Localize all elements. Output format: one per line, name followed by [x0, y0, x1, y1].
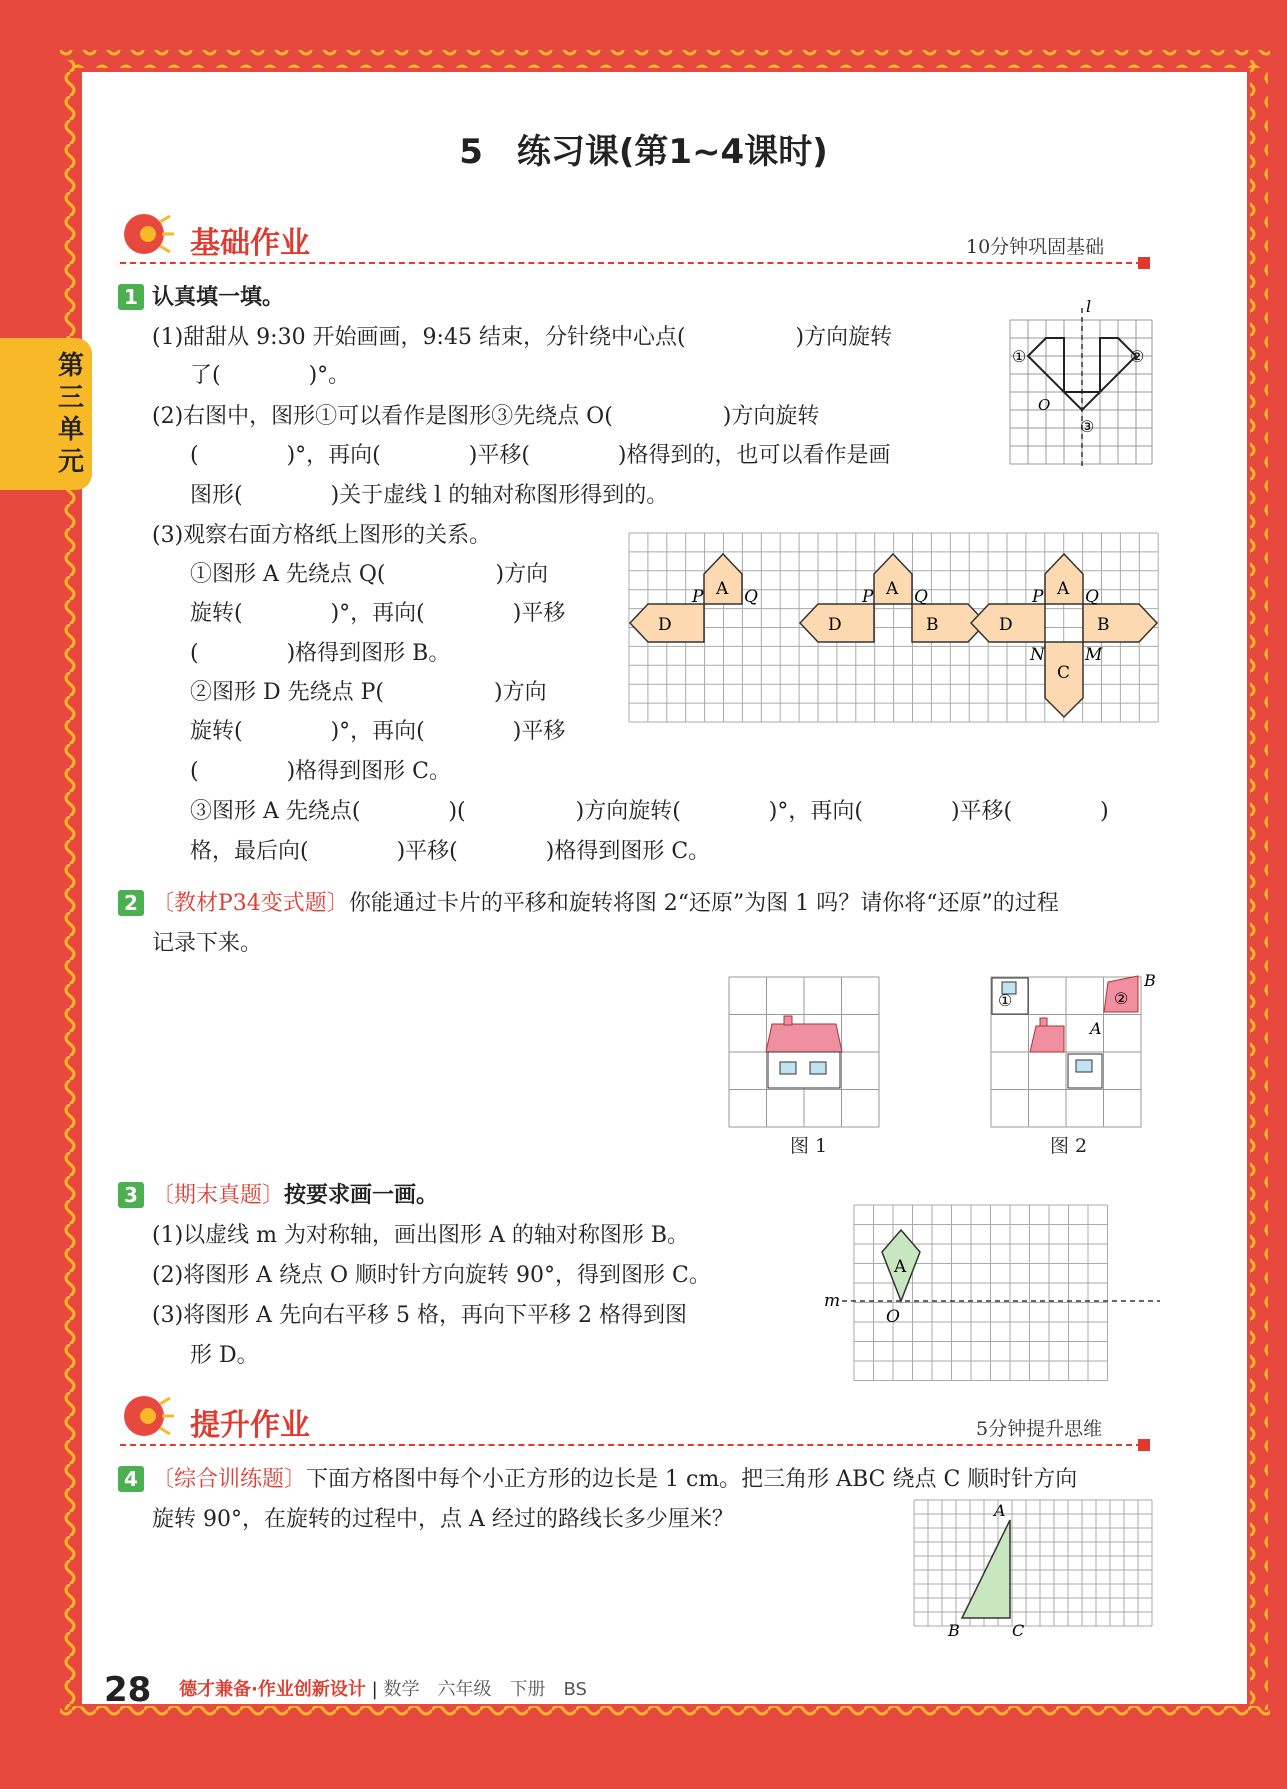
question-number-3: 3 [118, 1182, 144, 1208]
q1-p2-line1: (2)右图中，图形①可以看作是图形③先绕点 O( )方向旋转 [152, 404, 820, 429]
label-a-1: A [716, 579, 729, 599]
q1-p3-a2: 旋转( )°，再向( )平移 [190, 601, 566, 626]
q3-heading: 按要求画一画。 [284, 1183, 439, 1208]
label-a-3: A [1057, 579, 1070, 599]
q1-p3-b3: ( )格得到图形 C。 [190, 759, 451, 784]
q2-source: 〔教材P34变式题〕 [152, 891, 349, 916]
q1-symmetry-figure [1000, 298, 1160, 470]
label-q-3: Q [1085, 587, 1099, 607]
q1-rotation-figure [628, 532, 1160, 724]
q1-p3-a1: ①图形 A 先绕点 Q( )方向 [190, 562, 549, 587]
footer-subject: 数学 六年级 下册 BS [383, 1679, 587, 1700]
page-number: 28 [104, 1670, 152, 1710]
q1-p3-c1: ③图形 A 先绕点( )( )方向旋转( )°，再向( )平移( ) [190, 799, 1109, 824]
q1-p2-line3: 图形( )关于虚线 l 的轴对称图形得到的。 [190, 483, 669, 508]
label-d-1: D [658, 615, 672, 635]
label-b-3: B [1097, 615, 1110, 635]
label-a: A [894, 1257, 907, 1277]
unit-tab-label: 第三单元 [57, 351, 84, 477]
label-n-3: N [1030, 645, 1045, 665]
q3-line4: 形 D。 [190, 1343, 259, 1368]
q3-source: 〔期末真题〕 [152, 1183, 285, 1208]
q3-heading-line [152, 1182, 438, 1210]
section-divider-end [1138, 1439, 1150, 1451]
q4-line1-text: 下面方格图中每个小正方形的边长是 1 cm。把三角形 ABC 绕点 C 顺时针方向 [306, 1467, 1078, 1492]
section-divider-end [1138, 257, 1150, 269]
section-divider [120, 262, 1142, 264]
label-b: B [948, 1621, 960, 1640]
label-p-1: P [692, 587, 704, 607]
section-tag-basic: 10分钟巩固基础 [966, 236, 1105, 258]
bulb-icon [118, 208, 178, 260]
section-tag-advanced: 5分钟提升思维 [976, 1418, 1103, 1440]
label-m: m [824, 1291, 841, 1311]
q2-figure-1 [728, 976, 882, 1130]
q2-figure-2-caption: 图 2 [1050, 1135, 1088, 1157]
label-p-2: P [862, 587, 874, 607]
q1-p3-c2: 格，最后向( )平移( )格得到图形 C。 [190, 839, 711, 864]
footer-separator: | [371, 1679, 378, 1700]
label-circle-2: ② [1130, 347, 1145, 366]
q1-p1-line1: (1)甜甜从 9:30 开始画画，9:45 结束，分针绕中心点( )方向旋转 [152, 325, 893, 350]
q3-line3: (3)将图形 A 先向右平移 5 格，再向下平移 2 格得到图 [152, 1303, 688, 1328]
label-a-2: A [886, 579, 899, 599]
q1-p3-line1: (3)观察右面方格纸上图形的关系。 [152, 523, 492, 548]
q1-p1-line2: 了( )°。 [190, 363, 351, 388]
q1-p2-line2: ( )°，再向( )平移( )格得到的，也可以看作是画 [190, 443, 891, 468]
q4-line1 [152, 1466, 1077, 1494]
bulb-icon [118, 1390, 178, 1442]
page-footer [104, 1670, 587, 1710]
q2-line1 [152, 890, 1059, 918]
q2-line2: 记录下来。 [152, 931, 263, 956]
q1-p3-a3: ( )格得到图形 B。 [190, 641, 451, 666]
label-o: O [886, 1307, 900, 1327]
label-q-1: Q [744, 587, 758, 607]
label-c-3: C [1057, 663, 1071, 683]
section-title-basic: 基础作业 [190, 226, 310, 261]
label-circle-1: ① [1012, 347, 1027, 366]
q4-source: 〔综合训练题〕 [152, 1467, 307, 1492]
label-a: A [994, 1501, 1006, 1520]
label-d-3: D [999, 615, 1013, 635]
section-title-advanced: 提升作业 [190, 1408, 310, 1443]
label-q-2: Q [914, 587, 928, 607]
q4-line2: 旋转 90°，在旋转的过程中，点 A 经过的路线长多少厘米？ [152, 1507, 734, 1532]
page-title: 5 练习课(第1~4课时) [459, 132, 828, 172]
label-l: l [1086, 298, 1092, 316]
label-p-3: P [1032, 587, 1044, 607]
q4-figure [910, 1496, 1164, 1644]
q2-figure-2 [988, 970, 1164, 1130]
question-number-1: 1 [118, 284, 144, 310]
q1-p3-b2: 旋转( )°，再向( )平移 [190, 719, 566, 744]
label-a: A [1090, 1019, 1102, 1038]
question-number-4: 4 [118, 1466, 144, 1492]
q2-line1-text: 你能通过卡片的平移和旋转将图 2“还原”为图 1 吗？请你将“还原”的过程 [348, 891, 1059, 916]
label-d-2: D [828, 615, 842, 635]
label-b-2: B [926, 615, 939, 635]
label-m-3: M [1085, 645, 1103, 665]
q1-p3-b1: ②图形 D 先绕点 P( )方向 [190, 680, 547, 705]
q3-line2: (2)将图形 A 绕点 O 顺时针方向旋转 90°，得到图形 C。 [152, 1263, 711, 1288]
label-c: C [1012, 1621, 1025, 1640]
q3-figure [820, 1200, 1164, 1400]
question-number-2: 2 [118, 890, 144, 916]
label-circle-3: ③ [1080, 417, 1095, 436]
label-b: B [1144, 971, 1156, 990]
section-divider [120, 1444, 1142, 1446]
label-circle-1: ① [998, 991, 1013, 1010]
label-o: O [1038, 396, 1051, 414]
q2-figure-1-caption: 图 1 [790, 1135, 828, 1157]
q3-line1: (1)以虚线 m 为对称轴，画出图形 A 的轴对称图形 B。 [152, 1223, 690, 1248]
label-circle-2: ② [1114, 989, 1129, 1008]
q1-heading: 认真填一填。 [152, 285, 285, 310]
footer-brand: 德才兼备·作业创新设计 [179, 1679, 366, 1700]
